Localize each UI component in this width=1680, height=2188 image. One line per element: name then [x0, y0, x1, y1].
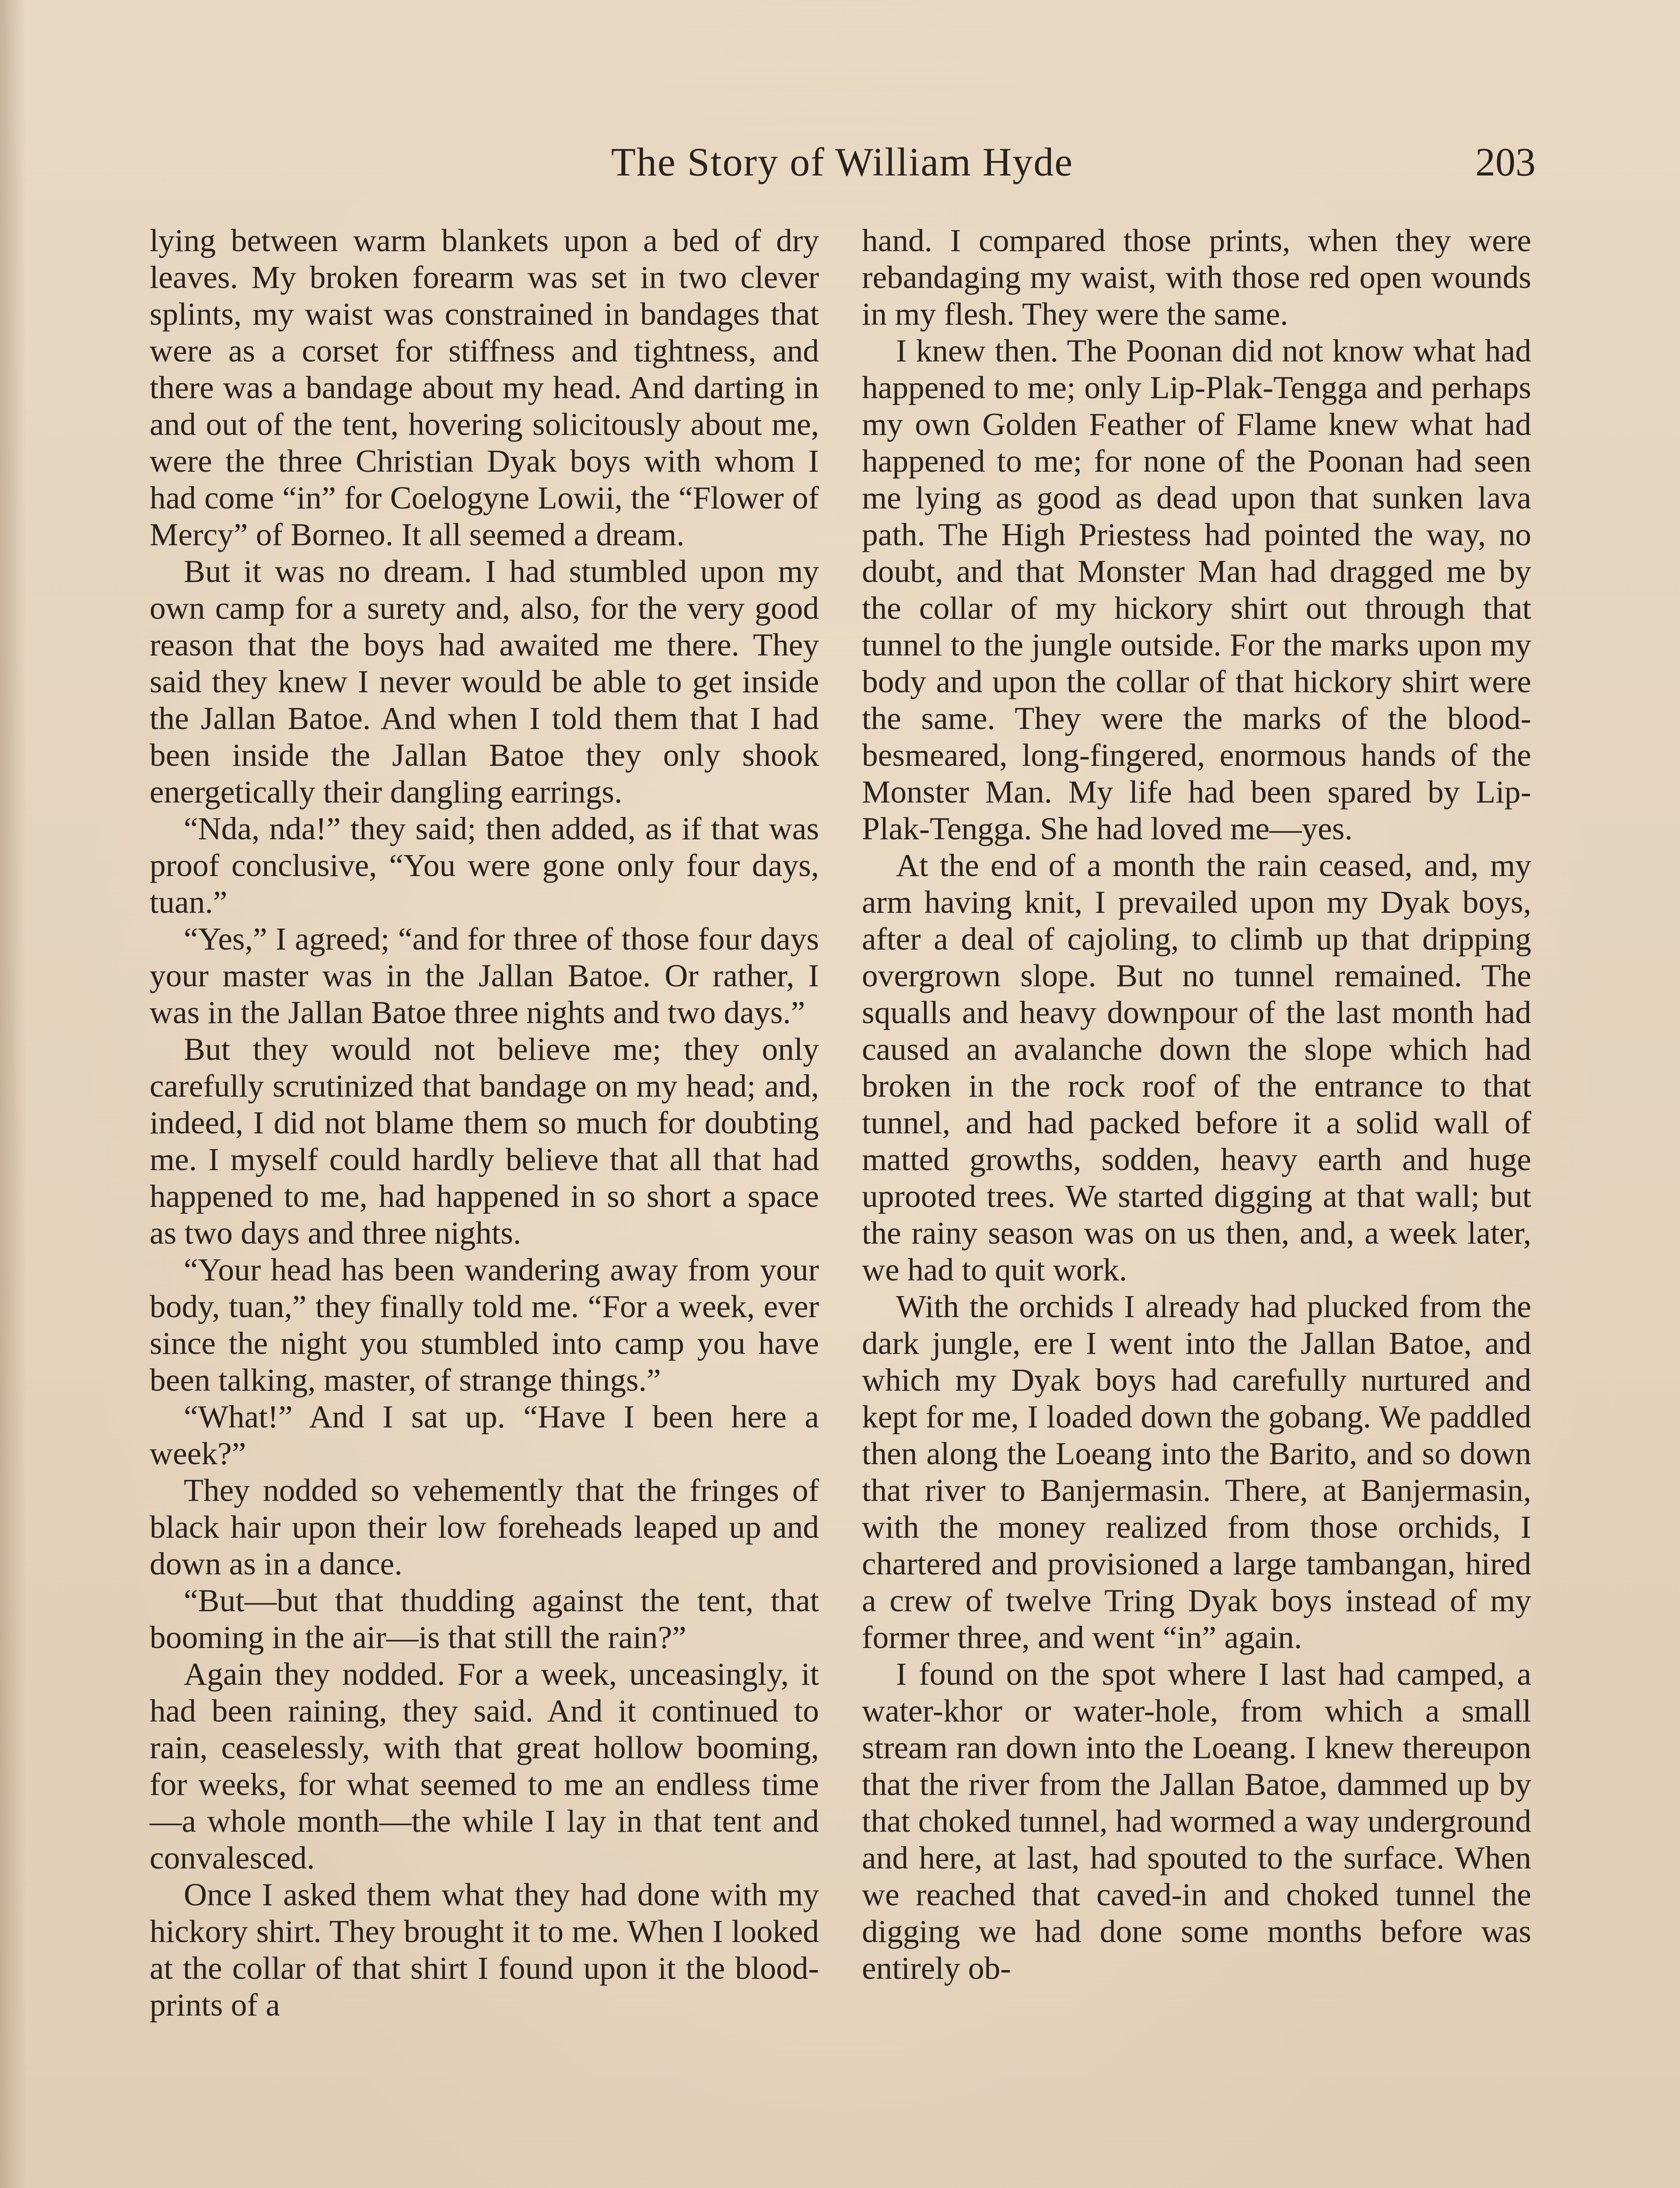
paragraph: lying between warm blankets upon a bed of dry leaves. My broken forearm was set in two clever splints, my waist was constrained in bandages that were as a corset for stiffness and tightness, and there was a bandage about my head. And darting in and out of the tent, hovering solicitously about me, were the three Christian Dyak boys with whom I had come “in” for Coelogyne Lowii, the “Flower of Mercy” of Borneo. It all seemed a dream. [150, 223, 819, 552]
left-column [150, 222, 819, 2023]
page-number: 203 [1475, 140, 1536, 184]
paragraph: “But—but that thudding against the tent, that booming in the air—is that still the rain?” [150, 1583, 819, 1655]
right-column [862, 222, 1531, 1987]
paragraph: I found on the spot where I last had camped, a water-khor or water-hole, from which a small stream ran down into the Loeang. I knew thereupon that the river from the Jallan Batoe, dammed up by that choked tunnel, had wormed a way underground and here, at last, had spouted to the surface. When we reached that caved-in and choked tunnel the digging we had done some months before was entirely ob- [862, 1656, 1531, 1986]
paragraph: “What!” And I sat up. “Have I been here a week?” [150, 1399, 819, 1471]
paragraph: Again they nodded. For a week, unceasingly, it had been raining, they said. And it continued to rain, ceaselessly, with that great hollow booming, for weeks, for what seemed to me an endless time—a whole month—the while I lay in that tent and convalesced. [150, 1656, 819, 1876]
paragraph: At the end of a month the rain ceased, and, my arm having knit, I prevailed upon my Dyak boys, after a deal of cajoling, to climb up that dripping overgrown slope. But no tunnel remained. The squalls and heavy downpour of the last month had caused an avalanche down the slope which had broken in the rock roof of the entrance to that tunnel, and had packed before it a solid wall of matted growths, sodden, heavy earth and huge uprooted trees. We started digging at that wall; but the rainy season was on us then, and, a week later, we had to quit work. [862, 848, 1531, 1287]
paragraph: “Yes,” I agreed; “and for three of those four days your master was in the Jallan Batoe. Or rather, I was in the Jallan Batoe three nights and two days.” [150, 921, 819, 1030]
paragraph: But it was no dream. I had stumbled upon my own camp for a surety and, also, for the very good reason that the boys had awaited me there. They said they knew I never would be able to get inside the Jallan Batoe. And when I told them that I had been inside the Jallan Batoe they only shook energetically their dangling earrings. [150, 554, 819, 810]
paragraph: Once I asked them what they had done with my hickory shirt. They brought it to me. When I looked at the collar of that shirt I found upon it the blood-prints of a [150, 1877, 819, 2023]
paragraph: hand. I compared those prints, when they were rebandaging my waist, with those red open wounds in my flesh. They were the same. [862, 223, 1531, 332]
paragraph: With the orchids I already had plucked from the dark jungle, ere I went into the Jallan Batoe, and which my Dyak boys had carefully nurtured and kept for me, I loaded down the gobang. We paddled then along the Loeang into the Barito, and so down that river to Banjermasin. There, at Banjermasin, with the money realized from those orchids, I chartered and provisioned a large tambangan, hired a crew of twelve Tring Dyak boys instead of my former three, and went “in” again. [862, 1289, 1531, 1655]
page-header [149, 131, 1536, 193]
paragraph: “Nda, nda!” they said; then added, as if that was proof conclusive, “You were gone only four days, tuan.” [150, 811, 819, 920]
paragraph: They nodded so vehemently that the fringes of black hair upon their low foreheads leaped up and down as in a dance. [150, 1473, 819, 1581]
paragraph: But they would not believe me; they only carefully scrutinized that bandage on my head; and, indeed, I did not blame them so much for doubting me. I myself could hardly believe that all that had happened to me, had happened in so short a space as two days and three nights. [150, 1031, 819, 1251]
paragraph: I knew then. The Poonan did not know what had happened to me; only Lip-Plak-Tengga and perhaps my own Golden Feather of Flame knew what had happened to me; for none of the Poonan had seen me lying as good as dead upon that sunken lava path. The High Priestess had pointed the way, no doubt, and that Monster Man had dragged me by the collar of my hickory shirt out through that tunnel to the jungle outside. For the marks upon my body and upon the collar of that hickory shirt were the same. They were the marks of the blood-besmeared, long-fingered, enormous hands of the Monster Man. My life had been spared by Lip-Plak-Tengga. She had loved me—yes. [862, 333, 1531, 846]
paragraph: “Your head has been wandering away from your body, tuan,” they finally told me. “For a week, ever since the night you stumbled into camp you have been talking, master, of strange things.” [150, 1252, 819, 1398]
running-title: The Story of William Hyde [611, 140, 1074, 184]
